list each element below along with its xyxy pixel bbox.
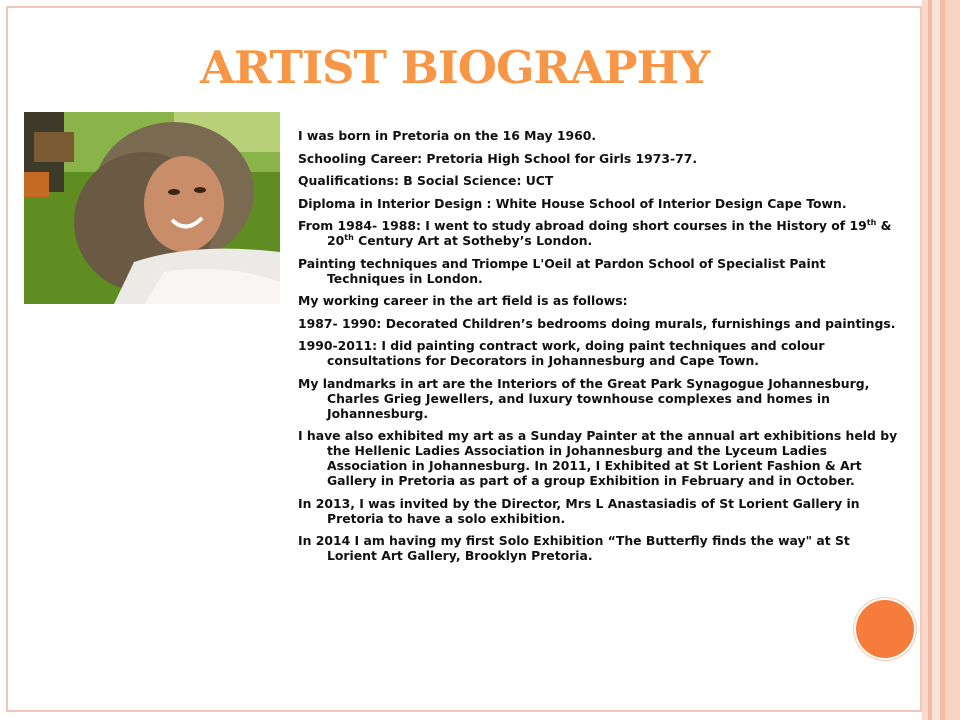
superscript: th [344,232,354,242]
page-title: ARTIST BIOGRAPHY [200,41,710,94]
superscript: th [866,217,877,227]
bio-item: I have also exhibited my art as a Sunday Painter at the annual art exhibitions held by the Hellenic Ladies Association in Johannesburg and the Lyceum Ladies Association in Johannesburg. In 2011, I Exhibited at St Lorient Fashion & Art Gallery in Pretoria as part of a group Exhibition in February and in October. [298,428,898,488]
bio-item: In 2014 I am having my first Solo Exhibition “The Butterfly finds the way" at St Lorient Art Gallery, Brooklyn Pretoria. [298,533,850,563]
decorative-circle [856,600,914,658]
bio-item: Qualifications: B Social Science: UCT [298,173,554,188]
bio-item: I was born in Pretoria on the 16 May 1960. [298,128,597,143]
bio-item [298,218,898,248]
biography-list [298,128,898,571]
bio-item-text: Century Art at Sotheby’s London. [353,233,593,248]
bio-item: Schooling Career: Pretoria High School for Girls 1973-77. [298,150,698,166]
bio-item: Diploma in Interior Design : White House School of Interior Design Cape Town. [298,195,847,211]
bio-item: In 2013, I was invited by the Director, Mrs L Anastasiadis of St Lorient Gallery in Pretoria to have a solo exhibition. [298,495,860,526]
artist-photo [24,112,280,304]
bio-item-text: From 1984- 1988: I went to study abroad doing short courses in the History of 19 [298,218,867,233]
edge-stripe [932,0,940,720]
bio-item: 1990-2011: I did painting contract work, doing paint techniques and colour consultations for Decorators in Johannesburg and Cape Town. [298,338,825,368]
bio-item: Painting techniques and Triompe L'Oeil at Pardon School of Specialist Paint Techniques in London. [298,255,826,286]
bio-item: My landmarks in art are the Interiors of the Great Park Synagogue Johannesburg, Charles Grieg Jewellers, and luxury townhouse complexes and homes in Johannesburg. [298,375,870,421]
bio-item: My working career in the art field is as follows: [298,293,628,308]
edge-stripe [945,0,960,720]
bio-item: 1987- 1990: Decorated Children’s bedrooms doing murals, furnishings and paintings. [298,315,896,331]
bio-item-text: & 20 [327,218,892,248]
